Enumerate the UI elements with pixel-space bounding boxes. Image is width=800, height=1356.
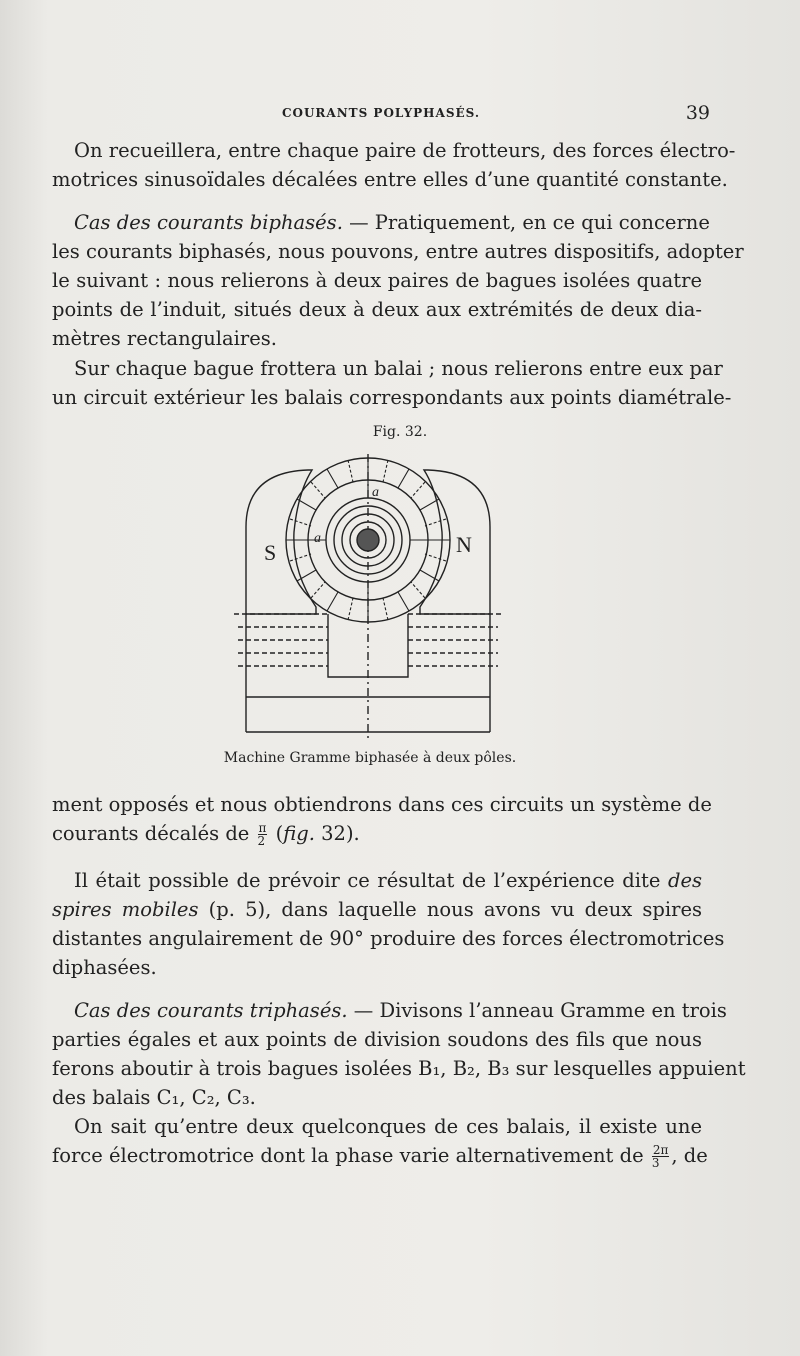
text-line: On sait qu’entre deux quelconques de ces balais, il existe une bbox=[74, 1115, 702, 1138]
section-heading: Cas des courants triphasés. bbox=[74, 999, 348, 1022]
text-span: Il était possible de prévoir ce résultat de l’expérience dite bbox=[74, 869, 668, 892]
paragraph-balai bbox=[52, 354, 732, 412]
italic-term: spires mobiles bbox=[52, 898, 199, 921]
text-span: 32). bbox=[314, 822, 360, 845]
fraction-denominator: 2 bbox=[257, 834, 266, 848]
running-title: COURANTS POLYPHASÉS. bbox=[281, 106, 481, 120]
text-line: motrices sinusoïdales décalées entre elles d’une quantité constante. bbox=[52, 168, 728, 191]
text-span: force électromotrice dont la phase varie alternativement de bbox=[52, 1144, 650, 1167]
page-header bbox=[52, 102, 710, 128]
text-line: distantes angulairement de 90° produire des forces électromotrices bbox=[52, 927, 725, 950]
fig-reference: fig. bbox=[283, 822, 315, 845]
italic-term: des bbox=[667, 869, 702, 892]
text-span: ( bbox=[269, 822, 284, 845]
text-line bbox=[52, 866, 702, 895]
text-line: des balais C₁, C₂, C₃. bbox=[52, 1086, 256, 1109]
text-line: le suivant : nous relierons à deux paires de bagues isolées quatre bbox=[52, 269, 702, 292]
fraction-pi-over-2 bbox=[258, 822, 268, 847]
text-span: (p. 5), dans laquelle nous avons vu deux spires bbox=[198, 898, 703, 921]
text-line bbox=[52, 819, 702, 848]
pole-label-south: S bbox=[264, 540, 277, 565]
text-span: courants décalés de bbox=[52, 822, 256, 845]
section-heading: Cas des courants biphasés. bbox=[74, 211, 343, 234]
text-line bbox=[52, 208, 710, 237]
pole-right-shape bbox=[420, 470, 490, 732]
text-span: — Divisons l’anneau Gramme en trois bbox=[347, 999, 727, 1022]
text-line: parties égales et aux points de division soudons des fils que nous bbox=[52, 1028, 702, 1051]
text-line: diphasées. bbox=[52, 956, 157, 979]
text-line: On recueillera, entre chaque paire de frotteurs, des forces électro- bbox=[74, 139, 736, 162]
text-line: Sur chaque bague frottera un balai ; nous relierons entre eux par bbox=[74, 357, 723, 380]
text-line: points de l’induit, situés deux à deux aux extrémités de deux dia- bbox=[52, 298, 702, 321]
text-line: ferons aboutir à trois bagues isolées B₁, B₂, B₃ sur lesquelles appuient bbox=[52, 1057, 746, 1080]
fraction-denominator: 3 bbox=[651, 1156, 660, 1170]
paragraph-triphase bbox=[52, 996, 746, 1112]
paragraph-intro bbox=[52, 136, 736, 194]
paragraph-biphase bbox=[52, 208, 744, 353]
text-line bbox=[52, 996, 727, 1025]
text-line: un circuit extérieur les balais correspondants aux points diamétrale- bbox=[52, 386, 732, 409]
page-number: 39 bbox=[685, 102, 710, 124]
figure-label: Fig. 32. bbox=[372, 424, 428, 440]
fraction-2pi-over-3 bbox=[652, 1144, 670, 1169]
text-line bbox=[52, 895, 702, 924]
paragraph-balais bbox=[52, 1112, 708, 1170]
letter-a-top: a bbox=[372, 485, 379, 500]
paragraph-spires bbox=[52, 866, 725, 982]
figure-caption: Machine Gramme biphasée à deux pôles. bbox=[223, 750, 517, 766]
text-line: les courants biphasés, nous pouvons, entre autres dispositifs, adopter bbox=[52, 240, 744, 263]
fraction-numerator: 2π bbox=[652, 1143, 669, 1157]
letter-a-left: a bbox=[314, 531, 321, 546]
paragraph-opposes bbox=[52, 790, 712, 848]
fraction-numerator: π bbox=[258, 821, 267, 835]
text-span: — Pratiquement, en ce qui concerne bbox=[342, 211, 710, 234]
pole-label-north: N bbox=[456, 532, 472, 557]
pole-left-shape bbox=[246, 470, 316, 732]
text-line bbox=[52, 1141, 708, 1170]
text-span: , de bbox=[671, 1144, 708, 1167]
gramme-machine-figure bbox=[228, 452, 518, 742]
text-line: ment opposés et nous obtiendrons dans ces circuits un système de bbox=[52, 793, 712, 816]
text-line: mètres rectangulaires. bbox=[52, 327, 277, 350]
